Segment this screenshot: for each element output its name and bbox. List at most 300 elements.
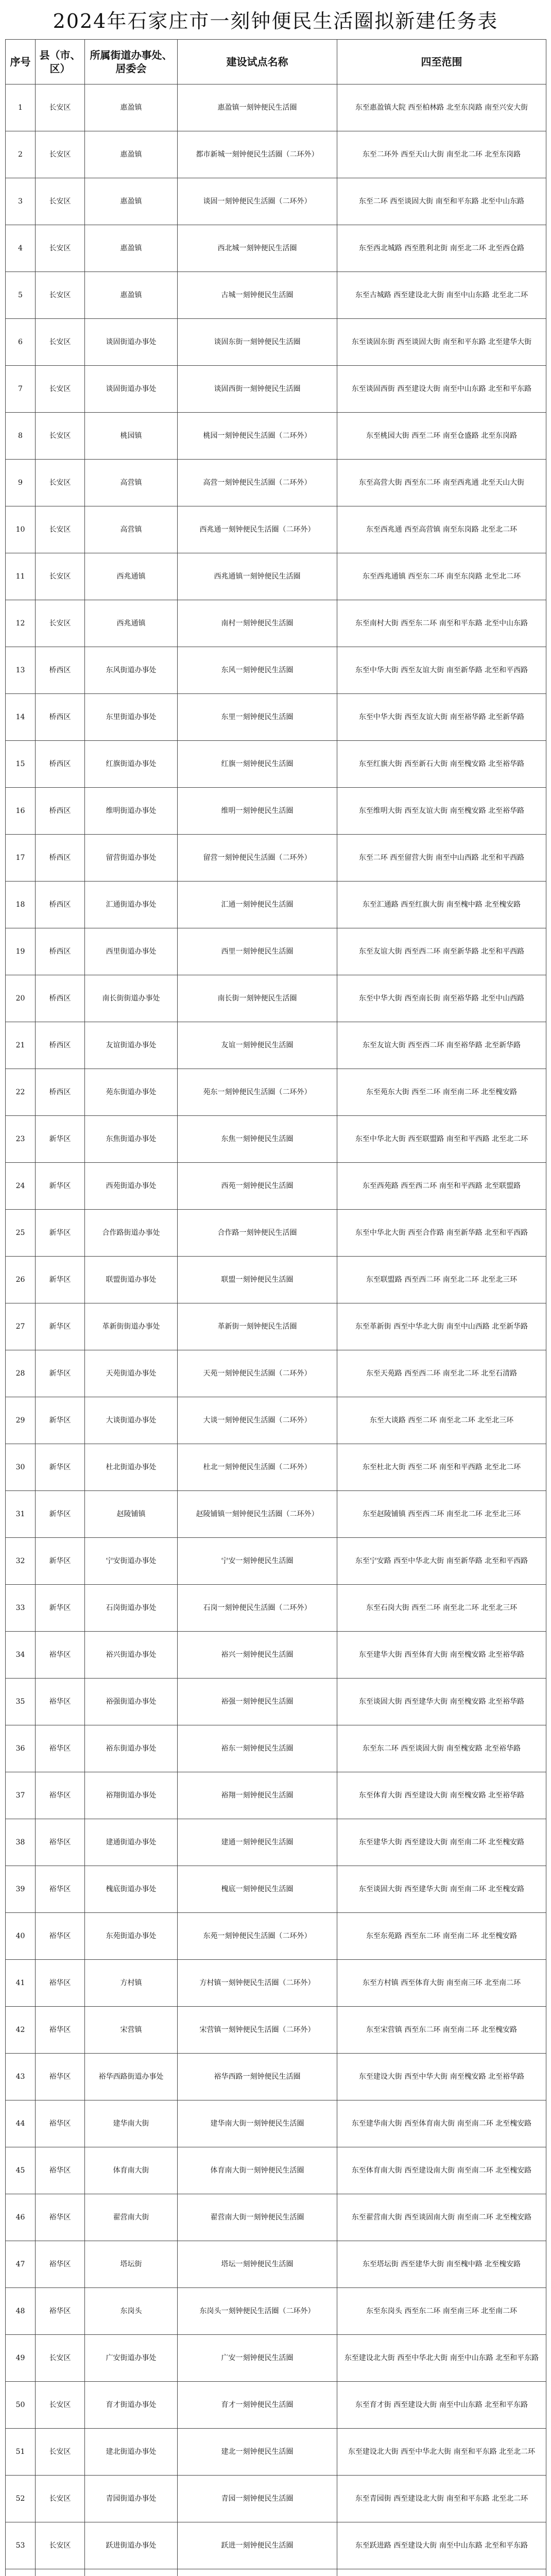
table-row <box>6 1350 546 1397</box>
cell-street: 高营镇 <box>85 506 178 553</box>
table-row <box>6 366 546 413</box>
cell-street: 宁安街道办事处 <box>85 1538 178 1585</box>
cell-no: 18 <box>6 882 36 928</box>
cell-district: 长安区 <box>36 413 85 460</box>
cell-name: 谈固西街一刻钟便民生活圈 <box>178 366 337 413</box>
table-row <box>6 2241 546 2288</box>
cell-street: 育才街道办事处 <box>85 2382 178 2429</box>
cell-street: 友谊街道办事处 <box>85 1022 178 1069</box>
cell-name: 联盟一刻钟便民生活圈 <box>178 1257 337 1303</box>
cell-no: 17 <box>6 835 36 882</box>
cell-district: 新华区 <box>36 1116 85 1163</box>
cell-street: 宋营镇 <box>85 2007 178 2054</box>
cell-street: 槐底街道办事处 <box>85 1866 178 1913</box>
cell-name: 槐底一刻钟便民生活圈 <box>178 1866 337 1913</box>
cell-scope: 东至中华北大街 西至联盟路 南至和平西路 北至北二环 <box>337 1116 546 1163</box>
cell-district: 长安区 <box>36 319 85 366</box>
cell-name: 东焦一刻钟便民生活圈 <box>178 1116 337 1163</box>
cell-street: 杜北街道办事处 <box>85 1444 178 1491</box>
cell-scope: 东至谈固大街 西至建华大街 南至南二环 北至槐安路 <box>337 1866 546 1913</box>
table-row <box>6 506 546 553</box>
cell-district: 裕华区 <box>36 1632 85 1679</box>
cell-no: 49 <box>6 2335 36 2382</box>
cell-district: 长安区 <box>36 366 85 413</box>
cell-name: 赵陵铺镇一刻钟便民生活圈（二环外） <box>178 1491 337 1538</box>
cell-street: 体育南大街 <box>85 2147 178 2194</box>
cell-street: 惠盈镇 <box>85 225 178 272</box>
cell-scope: 东至谈固东街 西至谈固大街 南至和平东路 北至建华大街 <box>337 319 546 366</box>
cell-no: 2 <box>6 131 36 178</box>
cell-district: 裕华区 <box>36 2100 85 2147</box>
table-row <box>6 1163 546 1210</box>
cell-street: 汇通街道办事处 <box>85 882 178 928</box>
cell-no: 24 <box>6 1163 36 1210</box>
cell-no: 33 <box>6 1585 36 1632</box>
cell-name: 西苑一刻钟便民生活圈 <box>178 1163 337 1210</box>
cell-district: 裕华区 <box>36 1679 85 1725</box>
table-row <box>6 2194 546 2241</box>
table-row <box>6 1819 546 1866</box>
cell-no: 44 <box>6 2100 36 2147</box>
cell-street: 塔坛街 <box>85 2241 178 2288</box>
cell-district: 桥西区 <box>36 647 85 694</box>
cell-name: 建北一刻钟便民生活圈 <box>178 2429 337 2476</box>
cell-no: 8 <box>6 413 36 460</box>
cell-name: 裕翔一刻钟便民生活圈 <box>178 1772 337 1819</box>
cell-district: 新华区 <box>36 1303 85 1350</box>
cell-no: 46 <box>6 2194 36 2241</box>
table-row <box>6 1913 546 1960</box>
cell-district: 裕华区 <box>36 2241 85 2288</box>
table-row <box>6 647 546 694</box>
cell-street: 革新街街道办事处 <box>85 1303 178 1350</box>
cell-district: 裕华区 <box>36 1866 85 1913</box>
cell-district: 长安区 <box>36 178 85 225</box>
cell-street: 裕翔街道办事处 <box>85 1772 178 1819</box>
cell-district: 长安区 <box>36 2382 85 2429</box>
cell-no: 53 <box>6 2522 36 2569</box>
table-row <box>6 1679 546 1725</box>
task-table <box>5 39 546 2576</box>
cell-scope: 东至中华北大街 西至合作路 南至新华路 北至和平西路 <box>337 1210 546 1257</box>
cell-no: 38 <box>6 1819 36 1866</box>
cell-scope: 东至高营大街 西至东二环 南至西兆通 北至天山大街 <box>337 460 546 506</box>
cell-name: 方村镇一刻钟便民生活圈（二环外） <box>178 1960 337 2007</box>
cell-scope: 东至惠盈镇大院 西至柏林路 北至东岗路 南至兴安大街 <box>337 84 546 131</box>
cell-name: 西兆通镇一刻钟便民生活圈 <box>178 553 337 600</box>
cell-street: 西兆通镇 <box>85 600 178 647</box>
cell-scope: 东至石岗大街 西至二环 南至北二环 北至北三环 <box>337 1585 546 1632</box>
table-row <box>6 1069 546 1116</box>
table-row <box>6 1303 546 1350</box>
cell-name: 西里一刻钟便民生活圈 <box>178 928 337 975</box>
cell-no: 16 <box>6 788 36 835</box>
cell-street: 裕兴街道办事处 <box>85 1632 178 1679</box>
cell-street: 东里街道办事处 <box>85 694 178 741</box>
cell-no: 7 <box>6 366 36 413</box>
cell-scope: 东至苑东大街 西至二环 南至南二环 北至槐安路 <box>337 1069 546 1116</box>
table-row <box>6 2007 546 2054</box>
header-scope: 四至范围 <box>337 40 546 84</box>
cell-street: 石岗街道办事处 <box>85 1585 178 1632</box>
cell-street: 惠盈镇 <box>85 272 178 319</box>
cell-district: 桥西区 <box>36 975 85 1022</box>
cell-name: 谈固东街一刻钟便民生活圈 <box>178 319 337 366</box>
cell-scope: 东至东二环 西至谈固大街 南至槐安路 北至裕华路 <box>337 1725 546 1772</box>
cell-street: 天苑街道办事处 <box>85 1350 178 1397</box>
cell-street: 赵陵铺镇 <box>85 1491 178 1538</box>
cell-district: 长安区 <box>36 84 85 131</box>
cell-no: 15 <box>6 741 36 788</box>
cell-no: 28 <box>6 1350 36 1397</box>
table-row <box>6 1538 546 1585</box>
cell-district: 新华区 <box>36 1163 85 1210</box>
cell-name: 东岗头一刻钟便民生活圈（二环外） <box>178 2288 337 2335</box>
table-row <box>6 2054 546 2100</box>
table-row <box>6 2476 546 2522</box>
table-row <box>6 1632 546 1679</box>
table-row <box>6 975 546 1022</box>
cell-district: 桥西区 <box>36 928 85 975</box>
cell-scope: 东至联盟路 西至西二环 南至北二环 北至北三环 <box>337 1257 546 1303</box>
cell-name: 谈固一刻钟便民生活圈（二环外） <box>178 178 337 225</box>
cell-district: 新华区 <box>36 1350 85 1397</box>
table-row <box>6 319 546 366</box>
cell-name: 惠盈镇一刻钟便民生活圈 <box>178 84 337 131</box>
cell-name: 青园一刻钟便民生活圈 <box>178 2476 337 2522</box>
cell-scope: 东至东岗头 西至东二环 南至南三环 北至南二环 <box>337 2288 546 2335</box>
cell-district: 裕华区 <box>36 2147 85 2194</box>
cell-scope: 东至塔坛街 西至建华大街 南至槐中路 北至槐安路 <box>337 2241 546 2288</box>
cell-district: 桥西区 <box>36 1022 85 1069</box>
cell-street <box>85 2569 178 2576</box>
cell-name: 天苑一刻钟便民生活圈（二环外） <box>178 1350 337 1397</box>
cell-name: 留营一刻钟便民生活圈（二环外） <box>178 835 337 882</box>
cell-no: 36 <box>6 1725 36 1772</box>
cell-scope: 东至二环 西至谈固大街 南至和平东路 北至中山东路 <box>337 178 546 225</box>
cell-scope: 东至跃进路 西至建设大街 南至中山东路 北至和平东路 <box>337 2522 546 2569</box>
cell-name: 裕华西路一刻钟便民生活圈 <box>178 2054 337 2100</box>
cell-name: 杜北一刻钟便民生活圈（二环外） <box>178 1444 337 1491</box>
cell-no: 52 <box>6 2476 36 2522</box>
cell-no: 1 <box>6 84 36 131</box>
cell-name: 广安一刻钟便民生活圈 <box>178 2335 337 2382</box>
cell-district: 长安区 <box>36 2429 85 2476</box>
cell-street: 西兆通镇 <box>85 553 178 600</box>
cell-district: 裕华区 <box>36 1819 85 1866</box>
cell-scope: 东至红旗大街 西至新石大街 南至槐安路 北至裕华路 <box>337 741 546 788</box>
cell-no: 23 <box>6 1116 36 1163</box>
cell-district: 桥西区 <box>36 835 85 882</box>
cell-no: 42 <box>6 2007 36 2054</box>
cell-district: 裕华区 <box>36 2288 85 2335</box>
cell-name: 建通一刻钟便民生活圈 <box>178 1819 337 1866</box>
cell-no: 3 <box>6 178 36 225</box>
cell-district: 裕华区 <box>36 1913 85 1960</box>
table-row <box>6 2429 546 2476</box>
cell-no: 20 <box>6 975 36 1022</box>
cell-no: 43 <box>6 2054 36 2100</box>
table-row <box>6 2288 546 2335</box>
cell-district: 长安区 <box>36 553 85 600</box>
cell-street: 翟营南大街 <box>85 2194 178 2241</box>
cell-district: 长安区 <box>36 272 85 319</box>
cell-district: 新华区 <box>36 1538 85 1585</box>
table-row <box>6 788 546 835</box>
cell-name: 桃园一刻钟便民生活圈（二环外） <box>178 413 337 460</box>
cell-name: 南长街一刻钟便民生活圈 <box>178 975 337 1022</box>
table-row <box>6 1866 546 1913</box>
cell-scope: 东至体育南大街 西至建设南大街 南至南二环 北至槐安路 <box>337 2147 546 2194</box>
cell-street: 南长街街道办事处 <box>85 975 178 1022</box>
cell-district: 长安区 <box>36 2522 85 2569</box>
cell-no: 21 <box>6 1022 36 1069</box>
cell-scope: 东至西兆通 西至高营镇 南至东岗路 北至北二环 <box>337 506 546 553</box>
cell-scope: 东至西北城路 西至胜利北街 南至北二环 北至西仓路 <box>337 225 546 272</box>
cell-district: 裕华区 <box>36 2007 85 2054</box>
cell-name: 高营一刻钟便民生活圈（二环外） <box>178 460 337 506</box>
table-row <box>6 1585 546 1632</box>
cell-district: 长安区 <box>36 2476 85 2522</box>
cell-street: 广安街道办事处 <box>85 2335 178 2382</box>
cell-no: 34 <box>6 1632 36 1679</box>
cell-name: 西兆通一刻钟便民生活圈（二环外） <box>178 506 337 553</box>
cell-scope: 东至友谊大街 西至西二环 南至新华路 北至和平西路 <box>337 928 546 975</box>
cell-no: 14 <box>6 694 36 741</box>
page-title: 2024年石家庄市一刻钟便民生活圈拟新建任务表 <box>53 10 498 32</box>
cell-scope: 东至大谈路 西至二环 南至北二环 北至北三环 <box>337 1397 546 1444</box>
cell-street: 维明街道办事处 <box>85 788 178 835</box>
cell-name: 东苑一刻钟便民生活圈（二环外） <box>178 1913 337 1960</box>
cell-name: 石岗一刻钟便民生活圈（二环外） <box>178 1585 337 1632</box>
cell-no: 50 <box>6 2382 36 2429</box>
cell-scope: 东至方村镇 西至体育大街 南至南三环 北至南二环 <box>337 1960 546 2007</box>
table-row <box>6 2100 546 2147</box>
cell-no: 40 <box>6 1913 36 1960</box>
cell-district <box>36 2569 85 2576</box>
cell-name: 跃进一刻钟便民生活圈 <box>178 2522 337 2569</box>
cell-name: 建华南大街一刻钟便民生活圈 <box>178 2100 337 2147</box>
cell-street: 东焦街道办事处 <box>85 1116 178 1163</box>
table-row <box>6 600 546 647</box>
cell-scope: 东至中华大街 西至南长街 南至裕华路 北至中山西路 <box>337 975 546 1022</box>
cell-scope: 东至中华大街 西至友谊大街 南至新华路 北至和平西路 <box>337 647 546 694</box>
cell-no: 6 <box>6 319 36 366</box>
header-street: 所属街道办事处、居委会 <box>85 40 178 84</box>
header-name: 建设试点名称 <box>178 40 337 84</box>
cell-scope: 东至古城路 西至建设北大街 南至中山东路 北至北二环 <box>337 272 546 319</box>
cell-no: 22 <box>6 1069 36 1116</box>
cell-street: 跃进街道办事处 <box>85 2522 178 2569</box>
cell-street: 裕东街道办事处 <box>85 1725 178 1772</box>
cell-name: 宁安一刻钟便民生活圈 <box>178 1538 337 1585</box>
cell-no: 35 <box>6 1679 36 1725</box>
cell-scope: 东至革新街 西至中华北大街 南至中山西路 北至新华路 <box>337 1303 546 1350</box>
cell-scope: 东至谈固西街 西至建设大街 南至中山东路 北至和平东路 <box>337 366 546 413</box>
table-row <box>6 1491 546 1538</box>
cell-no: 47 <box>6 2241 36 2288</box>
cell-scope: 东至体育大街 西至建设大街 南至槐安路 北至裕华路 <box>337 1772 546 1819</box>
cell-name: 维明一刻钟便民生活圈 <box>178 788 337 835</box>
cell-no: 48 <box>6 2288 36 2335</box>
cell-street: 东岗头 <box>85 2288 178 2335</box>
table-row <box>6 84 546 131</box>
cell-name: 翟营南大街一刻钟便民生活圈 <box>178 2194 337 2241</box>
table-row <box>6 882 546 928</box>
cell-no: 5 <box>6 272 36 319</box>
table-row <box>6 1397 546 1444</box>
cell-scope: 东至天苑路 西至西二环 南至北二环 北至石清路 <box>337 1350 546 1397</box>
cell-district: 新华区 <box>36 1491 85 1538</box>
cell-street: 惠盈镇 <box>85 84 178 131</box>
cell-scope: 东至建设大街 西至中华大街 南至槐安路 北至裕华路 <box>337 2054 546 2100</box>
cell-scope: 东至青园街 西至建设北大街 南至和平东路 北至北二环 <box>337 2476 546 2522</box>
cell-scope: 东至宋营镇 西至东二环 南至南二环 北至槐安路 <box>337 2007 546 2054</box>
table-row <box>6 1725 546 1772</box>
cell-name: 汇通一刻钟便民生活圈 <box>178 882 337 928</box>
cell-district: 长安区 <box>36 506 85 553</box>
cell-name: 裕东一刻钟便民生活圈 <box>178 1725 337 1772</box>
cell-district: 新华区 <box>36 1397 85 1444</box>
cell-no: 29 <box>6 1397 36 1444</box>
cell-no: 9 <box>6 460 36 506</box>
cell-street: 高营镇 <box>85 460 178 506</box>
cell-district: 裕华区 <box>36 1960 85 2007</box>
cell-name: 南村一刻钟便民生活圈 <box>178 600 337 647</box>
cell-no: 10 <box>6 506 36 553</box>
table-row <box>6 272 546 319</box>
cell-street: 惠盈镇 <box>85 131 178 178</box>
cell-name: 大谈一刻钟便民生活圈（二环外） <box>178 1397 337 1444</box>
cell-name: 裕强一刻钟便民生活圈 <box>178 1679 337 1725</box>
header-district: 县（市、区） <box>36 40 85 84</box>
cell-name: 裕兴一刻钟便民生活圈 <box>178 1632 337 1679</box>
cell-name: 育才一刻钟便民生活圈 <box>178 2382 337 2429</box>
cell-street: 建北街道办事处 <box>85 2429 178 2476</box>
cell-no: 27 <box>6 1303 36 1350</box>
cell-street: 裕强街道办事处 <box>85 1679 178 1725</box>
cell-district: 长安区 <box>36 225 85 272</box>
table-row <box>6 2522 546 2569</box>
cell-street: 惠盈镇 <box>85 178 178 225</box>
cell-street: 建通街道办事处 <box>85 1819 178 1866</box>
cell-scope: 东至南村大街 西至东二环 南至和平东路 北至中山东路 <box>337 600 546 647</box>
table-row <box>6 1210 546 1257</box>
cell-street: 方村镇 <box>85 1960 178 2007</box>
cell-no: 13 <box>6 647 36 694</box>
cell-scope: 东至赵陵铺镇 西至西二环 南至北二环 北至北三环 <box>337 1491 546 1538</box>
cell-no: 31 <box>6 1491 36 1538</box>
cell-no: 39 <box>6 1866 36 1913</box>
cell-no: 4 <box>6 225 36 272</box>
cell-scope: 东至中华大街 西至友谊大街 南至裕华路 北至新华路 <box>337 694 546 741</box>
header-no: 序号 <box>6 40 36 84</box>
table-row <box>6 1116 546 1163</box>
cell-name: 塔坛一刻钟便民生活圈 <box>178 2241 337 2288</box>
table-row <box>6 1444 546 1491</box>
table-row <box>6 460 546 506</box>
cell-district: 桥西区 <box>36 788 85 835</box>
table-row <box>6 1772 546 1819</box>
cell-street: 苑东街道办事处 <box>85 1069 178 1116</box>
cell-no: 32 <box>6 1538 36 1585</box>
cell-name: 东里一刻钟便民生活圈 <box>178 694 337 741</box>
cell-scope: 东至桃园大街 西至二环 南至仓盛路 北至东岗路 <box>337 413 546 460</box>
cell-no: 30 <box>6 1444 36 1491</box>
cell-scope: 东至翟营南大街 西至谈固南大街 南至南二环 北至槐安路 <box>337 2194 546 2241</box>
cell-scope: 东至建华南大街 西至体育南大街 南至南二环 北至槐安路 <box>337 2100 546 2147</box>
cell-name: 西北城一刻钟便民生活圈 <box>178 225 337 272</box>
cell-scope: 东至东苑路 西至东二环 南至南二环 北至槐安路 <box>337 1913 546 1960</box>
cell-scope: 东至杜北大街 西至二环 南至和平西路 北至北二环 <box>337 1444 546 1491</box>
cell-no: 37 <box>6 1772 36 1819</box>
cell-no: 51 <box>6 2429 36 2476</box>
cell-district: 裕华区 <box>36 2194 85 2241</box>
cell-no: 19 <box>6 928 36 975</box>
cell-name: 古城一刻钟便民生活圈 <box>178 272 337 319</box>
cell-district: 新华区 <box>36 1257 85 1303</box>
cell-scope: 东至二环 西至留营大街 南至中山西路 北至和平西路 <box>337 835 546 882</box>
cell-scope: 东至建华大街 西至建设大街 南至南二环 北至槐安路 <box>337 1819 546 1866</box>
cell-district: 裕华区 <box>36 1772 85 1819</box>
table-row <box>6 741 546 788</box>
table-row <box>6 2569 546 2576</box>
table-header-row <box>6 40 546 84</box>
cell-district: 新华区 <box>36 1210 85 1257</box>
cell-scope: 东至友谊大街 西至西二环 南至裕华路 北至新华路 <box>337 1022 546 1069</box>
cell-name <box>178 2569 337 2576</box>
cell-district: 桥西区 <box>36 1069 85 1116</box>
table-row <box>6 2382 546 2429</box>
cell-street: 西里街道办事处 <box>85 928 178 975</box>
table-row <box>6 835 546 882</box>
cell-scope: 东至宁安路 西至中华北大街 南至新华路 北至和平西路 <box>337 1538 546 1585</box>
cell-street: 西苑街道办事处 <box>85 1163 178 1210</box>
cell-district: 桥西区 <box>36 741 85 788</box>
cell-street: 东苑街道办事处 <box>85 1913 178 1960</box>
table-row <box>6 694 546 741</box>
cell-district: 长安区 <box>36 460 85 506</box>
cell-no: 12 <box>6 600 36 647</box>
table-row <box>6 225 546 272</box>
cell-scope: 东至维明大街 西至友谊大街 南至槐安路 北至裕华路 <box>337 788 546 835</box>
cell-district: 长安区 <box>36 131 85 178</box>
cell-scope: 东至建设北大街 西至中华北大街 南至和平东路 北至北二环 <box>337 2429 546 2476</box>
cell-scope: 东至汇通路 西至红旗大街 南至槐中路 北至槐安路 <box>337 882 546 928</box>
cell-no <box>6 2569 36 2576</box>
table-row <box>6 553 546 600</box>
cell-name: 都市新城一刻钟便民生活圈（二环外） <box>178 131 337 178</box>
cell-street: 东风街道办事处 <box>85 647 178 694</box>
table-body <box>6 84 546 2576</box>
cell-district: 裕华区 <box>36 1725 85 1772</box>
table-row <box>6 2147 546 2194</box>
cell-scope: 东至二环外 西至天山大街 南至北二环 北至东岗路 <box>337 131 546 178</box>
cell-scope: 东至西兆通镇 西至东二环 南至东岗路 北至北二环 <box>337 553 546 600</box>
cell-street: 留营街道办事处 <box>85 835 178 882</box>
cell-street: 谈固街道办事处 <box>85 319 178 366</box>
cell-name: 宋营镇一刻钟便民生活圈（二环外） <box>178 2007 337 2054</box>
cell-street: 青园街道办事处 <box>85 2476 178 2522</box>
table-row <box>6 928 546 975</box>
cell-name: 体育南大街一刻钟便民生活圈 <box>178 2147 337 2194</box>
table-row <box>6 1960 546 2007</box>
cell-no: 45 <box>6 2147 36 2194</box>
cell-district: 长安区 <box>36 600 85 647</box>
cell-name: 东风一刻钟便民生活圈 <box>178 647 337 694</box>
cell-name: 红旗一刻钟便民生活圈 <box>178 741 337 788</box>
cell-name: 革新街一刻钟便民生活圈 <box>178 1303 337 1350</box>
